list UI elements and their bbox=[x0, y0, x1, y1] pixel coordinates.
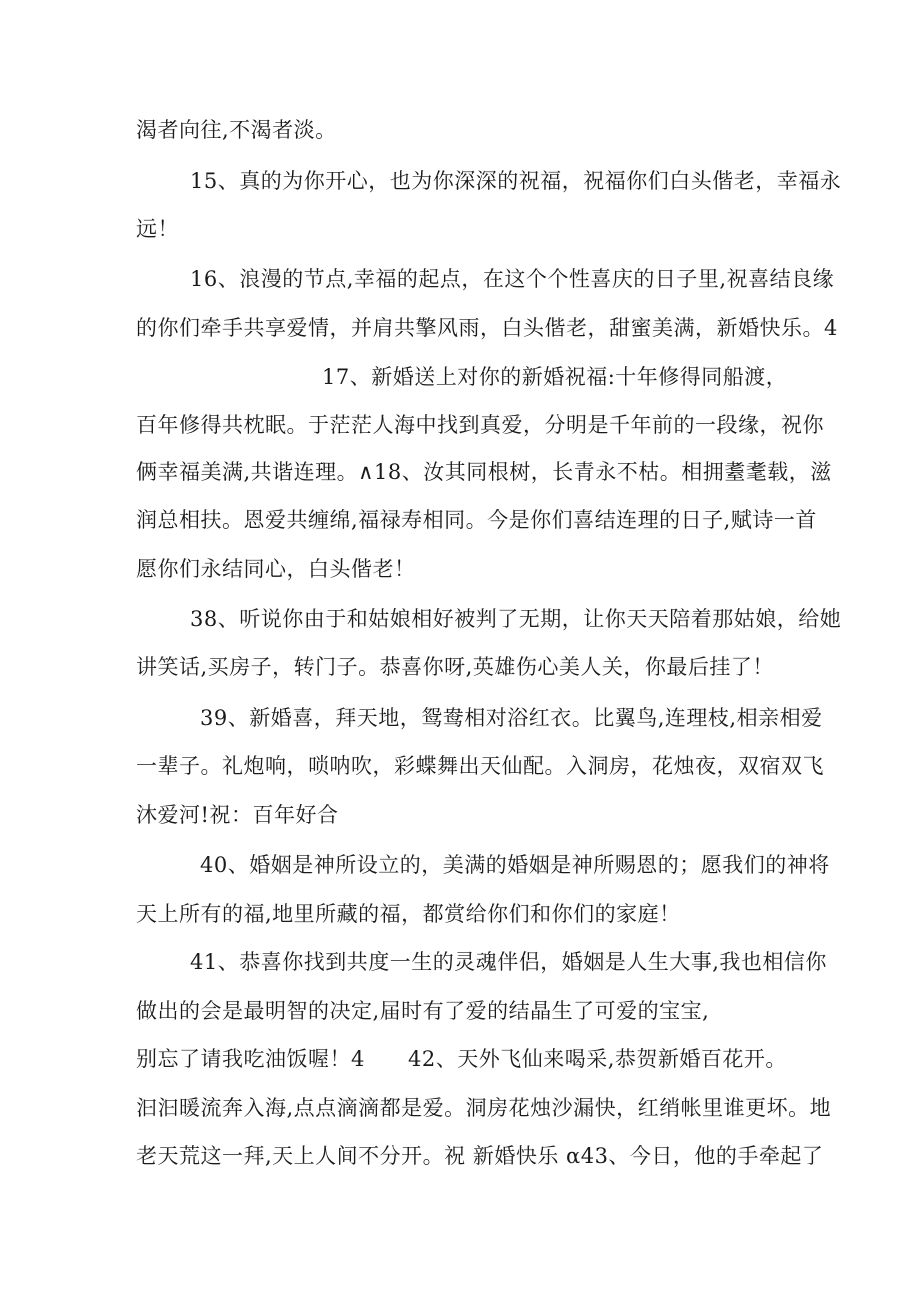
text-line: 的你们牵手共享爱情，并肩共擎风雨，白头偕老，甜蜜美满，新婚快乐。4 bbox=[136, 316, 838, 340]
text-line: 17、新婚送上对你的新婚祝福:十年修得同船渡， bbox=[322, 365, 788, 389]
text-line: 做出的会是最明智的决定,届时有了爱的结晶生了可爱的宝宝, bbox=[136, 999, 710, 1023]
text-line: 讲笑话,买房子，转门子。恭喜你呀,英雄伤心美人关，你最后挂了！ bbox=[136, 655, 774, 679]
text-line: 16、浪漫的节点,幸福的起点，在这个个性喜庆的日子里,祝喜结良缘 bbox=[190, 267, 835, 291]
text-line: 42、天外飞仙来喝采,恭贺新婚百花开。 bbox=[408, 1047, 787, 1071]
text-line: 一辈子。礼炮响，唢呐吹，彩蝶舞出天仙配。入洞房，花烛夜，双宿双飞 bbox=[136, 754, 824, 778]
text-line: 41、恭喜你找到共度一生的灵魂伴侣，婚姻是人生大事,我也相信你 bbox=[190, 950, 827, 974]
text-line: 汩汩暖流奔入海,点点滴滴都是爱。洞房花烛沙漏快，红绡帐里谁更坏。地 bbox=[136, 1096, 832, 1120]
text-line: 俩幸福美满,共谐连理。∧18、汝其同根树，长青永不枯。相拥耋耄载，滋 bbox=[136, 460, 832, 484]
text-line: 愿你们永结同心，白头偕老！ bbox=[136, 557, 416, 581]
text-line: 沐爱河!祝：百年好合 bbox=[136, 803, 339, 827]
text-line: 别忘了请我吃油饭喔！4 bbox=[136, 1047, 365, 1071]
text-line: 38、听说你由于和姑娘相好被判了无期，让你天天陪着那姑娘，给她 bbox=[190, 607, 842, 631]
text-line: 远！ bbox=[136, 217, 179, 241]
text-line: 老天荒这一拜,天上人间不分开。祝 新婚快乐 α43、今日，他的手牵起了 bbox=[136, 1144, 824, 1168]
text-line: 40、婚姻是神所设立的，美满的婚姻是神所赐恩的；愿我们的神将 bbox=[200, 853, 830, 877]
text-line: 渴者向往,不渴者淡。 bbox=[136, 118, 337, 142]
text-line: 39、新婚喜，拜天地，鸳鸯相对浴红衣。比翼鸟,连理枝,相亲相爱 bbox=[200, 706, 823, 730]
text-line: 15、真的为你开心，也为你深深的祝福，祝福你们白头偕老，幸福永 bbox=[190, 169, 842, 193]
text-line: 天上所有的福,地里所藏的福，都赏给你们和你们的家庭！ bbox=[136, 902, 681, 926]
text-line: 百年修得共枕眠。于茫茫人海中找到真爱，分明是千年前的一段缘，祝你 bbox=[136, 413, 824, 437]
text-line: 润总相扶。恩爱共缠绵,福禄寿相同。今是你们喜结连理的日子,赋诗一首 bbox=[136, 508, 817, 532]
